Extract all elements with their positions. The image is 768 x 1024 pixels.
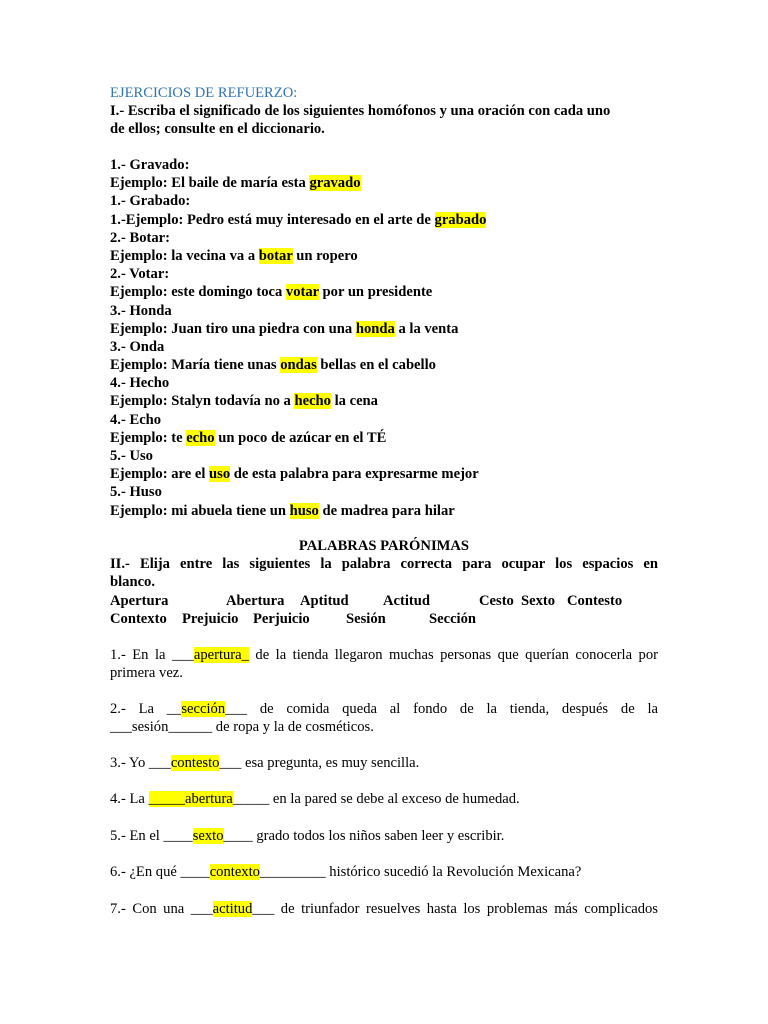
- homophone-example: [110, 283, 658, 301]
- word-bank-item: Contexto: [110, 610, 167, 627]
- highlighted-word: hecho: [294, 393, 331, 410]
- example-text: Ejemplo: Stalyn todavía no a: [110, 393, 295, 410]
- highlighted-word: uso: [209, 466, 231, 483]
- section-2-heading: PALABRAS PARÓNIMAS: [298, 538, 470, 554]
- homophone-example: [110, 247, 658, 265]
- example-text: Ejemplo: la vecina va a: [110, 247, 259, 264]
- word-bank-item: Prejuicio: [182, 610, 239, 627]
- homophone-heading: 1.- Grabado:: [110, 193, 191, 210]
- exercise-item: [110, 900, 658, 918]
- exercise-line: [110, 827, 658, 845]
- example-text: 1.-Ejemplo: Pedro está muy interesado en el arte de: [110, 211, 435, 228]
- section-2-block: [110, 537, 658, 628]
- instruction-2-line-2: blanco.: [110, 574, 156, 591]
- example-text: a la venta: [394, 320, 459, 337]
- word-bank-item: Sección: [429, 610, 477, 627]
- word-bank-row-1: [110, 592, 658, 610]
- highlighted-word: grabado: [434, 211, 487, 228]
- exercise-item: [110, 700, 658, 736]
- answer-highlight: sexto: [192, 828, 224, 844]
- example-text: un poco de azúcar en el TÉ: [214, 429, 387, 446]
- homophone-heading: 3.- Onda: [110, 338, 165, 355]
- word-bank-item: Sexto: [521, 592, 556, 609]
- exercise-line: [110, 790, 658, 808]
- highlighted-word: votar: [285, 284, 319, 301]
- exercise-line-2: primera vez.: [110, 665, 183, 682]
- example-text: Ejemplo: Juan tiro una piedra con una: [110, 320, 356, 337]
- example-text: Ejemplo: este domingo toca: [110, 284, 286, 301]
- example-text: Ejemplo: mi abuela tiene un: [110, 502, 290, 519]
- exercise-line: [110, 700, 658, 718]
- homophone-heading: 4.- Echo: [110, 411, 162, 428]
- homophone-example: [110, 392, 658, 410]
- homophone-example: [110, 356, 658, 374]
- word-bank-item: Actitud: [383, 592, 431, 609]
- example-text: Ejemplo: El baile de maría esta: [110, 175, 310, 192]
- homophone-heading: 5.- Huso: [110, 484, 162, 501]
- exercise-text: ___ de comida queda al fondo de la tienda, después de la: [225, 701, 658, 717]
- homophone-example: [110, 320, 658, 338]
- answer-highlight: sección: [181, 701, 226, 717]
- exercise-item: [110, 646, 658, 682]
- exercise-line: [110, 900, 658, 918]
- highlighted-word: ondas: [280, 357, 317, 374]
- exercise-text: 6.- ¿En qué ____: [110, 864, 210, 880]
- exercise-text: 2.- La __: [110, 701, 182, 717]
- homophone-example: [110, 429, 658, 447]
- instruction-1-line-2: de ellos; consulte en el diccionario.: [110, 121, 325, 138]
- highlighted-word: echo: [186, 429, 215, 446]
- word-bank-item: Cesto: [479, 592, 514, 609]
- highlighted-word: botar: [258, 247, 293, 264]
- answer-highlight: actitud: [212, 901, 253, 917]
- word-bank-item: Apertura: [110, 592, 169, 609]
- answer-highlight: contesto: [170, 755, 220, 771]
- exercise-text: ___ esa pregunta, es muy sencilla.: [219, 755, 420, 771]
- highlighted-word: gravado: [309, 175, 361, 192]
- instruction-2-line-1: II.- Elija entre las siguientes la palabra correcta para ocupar los espacios en: [110, 556, 658, 573]
- highlighted-word: honda: [355, 320, 395, 337]
- example-text: Ejemplo: te: [110, 429, 187, 446]
- example-text: un ropero: [292, 247, 358, 264]
- word-bank-item: Abertura: [226, 592, 285, 609]
- instruction-1-line-1: I.- Escriba el significado de los siguientes homófonos y una oración con cada uno: [110, 103, 611, 120]
- homophone-example: [110, 211, 658, 229]
- exercise-item: [110, 827, 658, 845]
- homophone-example: [110, 174, 658, 192]
- homophone-heading: 1.- Gravado:: [110, 157, 190, 173]
- word-bank-item: Sesión: [346, 610, 386, 627]
- example-text: por un presidente: [318, 284, 433, 301]
- exercise-item: [110, 790, 658, 808]
- homophone-example: [110, 502, 658, 520]
- homophone-heading: 3.- Honda: [110, 302, 172, 319]
- answer-highlight: apertura_: [193, 647, 249, 663]
- word-bank-item: Contesto: [567, 592, 623, 609]
- highlighted-word: huso: [289, 502, 319, 519]
- example-text: bellas en el cabello: [316, 357, 436, 374]
- word-bank-item: Perjuicio: [253, 610, 310, 627]
- word-bank-item: Aptitud: [300, 592, 349, 609]
- example-text: Ejemplo: María tiene unas: [110, 357, 281, 374]
- word-bank-row-2: [110, 610, 658, 628]
- example-text: de madrea para hilar: [318, 502, 455, 519]
- exercise-text: ____ grado todos los niños saben leer y escribir.: [223, 828, 505, 844]
- exercise-text: ___ de triunfador resuelves hasta los problemas más complicados: [252, 901, 658, 917]
- example-text: la cena: [330, 393, 378, 410]
- exercise-text: 3.- Yo ___: [110, 755, 171, 771]
- exercise-line: [110, 646, 658, 664]
- exercise-line: [110, 863, 658, 881]
- homophone-heading: 4.- Hecho: [110, 375, 170, 392]
- example-text: de esta palabra para expresarme mejor: [230, 466, 479, 483]
- homophone-heading: 5.- Uso: [110, 448, 153, 464]
- exercise-text: _________ histórico sucedió la Revolución Mexicana?: [259, 864, 582, 880]
- exercise-text: 7.- Con una ___: [110, 901, 213, 917]
- exercise-text: 5.- En el ____: [110, 828, 193, 844]
- exercise-item: [110, 863, 658, 881]
- homophones-list: [110, 156, 658, 520]
- exercise-line: [110, 754, 658, 772]
- example-text: Ejemplo: are el: [110, 466, 210, 483]
- exercise-text: de la tienda llegaron muchas personas que querían conocerla por: [248, 647, 659, 663]
- document-title: EJERCICIOS DE REFUERZO:: [110, 85, 298, 101]
- exercise-text: 1.- En la ___: [110, 647, 194, 663]
- homophone-example: [110, 465, 658, 483]
- homophone-heading: 2.- Botar:: [110, 229, 170, 246]
- exercise-text: _____ en la pared se debe al exceso de humedad.: [232, 791, 520, 807]
- answer-highlight: _____abertura: [148, 791, 233, 807]
- header-block: [110, 84, 658, 139]
- answer-highlight: contexto: [209, 864, 260, 880]
- homophone-heading: 2.- Votar:: [110, 266, 170, 283]
- exercise-item: [110, 754, 658, 772]
- exercise-line-2: ___sesión______ de ropa y la de cosméticos.: [110, 719, 374, 736]
- exercise-text: 4.- La: [110, 791, 149, 807]
